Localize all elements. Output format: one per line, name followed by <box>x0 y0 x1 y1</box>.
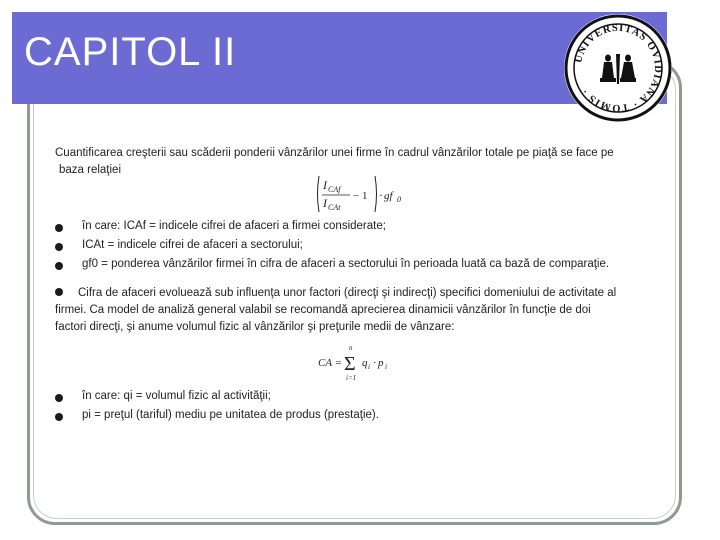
bullet-icon <box>55 413 63 421</box>
intro-line-2: baza relaţiei <box>59 164 122 176</box>
factors-line-3: factori direcţi, şi anume volumul fizic al vânzărilor şi preţurile medii de vânzare: <box>55 321 455 333</box>
list-item <box>55 409 675 428</box>
list-item-text: pi = preţul (tariful) mediu pe unitatea de produs (prestaţie). <box>82 409 379 421</box>
formula2-p: p <box>378 357 384 369</box>
formula-market-share <box>316 174 406 214</box>
formula2-lhs: CA = <box>318 357 343 369</box>
bullet-icon <box>55 288 63 296</box>
bullet-icon <box>55 262 63 270</box>
list-item <box>55 239 675 258</box>
formula2-q: q <box>362 357 368 369</box>
factors-paragraph <box>55 285 675 336</box>
bullet-icon <box>55 243 63 251</box>
formula1-g: gf <box>384 190 393 202</box>
bullet-icon <box>55 224 63 232</box>
formula1-num-sub: CAf <box>328 185 341 194</box>
formula1-minus: − 1 <box>353 190 368 202</box>
university-seal-logo <box>564 14 672 122</box>
formula1-den-sub: CAt <box>328 203 341 212</box>
definitions-list-1 <box>55 220 675 277</box>
list-item <box>55 220 675 239</box>
list-item-text: ICAt = indicele cifrei de afaceri a sectorului; <box>82 239 303 251</box>
intro-line-1: Cuantificarea creşterii sau scăderii ponderii vânzărilor unei firme în cadrul vânzărilor totale pe piaţă se face pe <box>55 147 614 159</box>
formula-turnover <box>316 340 396 382</box>
factors-line-2: firmei. Ca model de analiză general valabil se recomandă aprecierea dinamicii vânzărilor în funcţie de doi <box>55 304 591 316</box>
factors-line-1-text: Cifra de afaceri evoluează sub influenţa unor factori (direcţi şi indirecţi) specifici domeniului de activitate al <box>78 287 617 299</box>
bullet-icon <box>55 394 63 402</box>
factors-line-1 <box>55 285 675 302</box>
formula2-dot: · <box>373 357 377 369</box>
definitions-list-2 <box>55 390 675 428</box>
formula2-sum-bottom: i=1 <box>346 374 357 382</box>
formula1-g-sub: 0 <box>397 195 401 204</box>
list-item-text: în care: ICAf = indicele cifrei de afaceri a firmei considerate; <box>82 220 386 232</box>
list-item-text: gf0 = ponderea vânzărilor firmei în cifra de afaceri a sectorului în perioada luată ca bază de comparaţie. <box>82 258 610 270</box>
slide-title: CAPITOL II <box>24 30 237 74</box>
formula2-sum-top: n <box>349 344 353 352</box>
formula1-num: I <box>323 178 327 192</box>
seal-icon <box>564 14 672 122</box>
list-item <box>55 258 675 277</box>
formula1-dot: · <box>379 188 383 202</box>
list-item-text: în care: qi = volumul fizic al activităţii; <box>82 390 271 402</box>
seal-ring-text: UNIVERSITAS OVIDIANA · TOMIS · <box>573 22 664 114</box>
formula1-den: I <box>323 196 327 210</box>
formula2-q-sub: i <box>368 363 370 371</box>
formula2-p-sub: i <box>385 363 387 371</box>
list-item <box>55 390 675 409</box>
sigma-icon: Σ <box>344 353 356 375</box>
